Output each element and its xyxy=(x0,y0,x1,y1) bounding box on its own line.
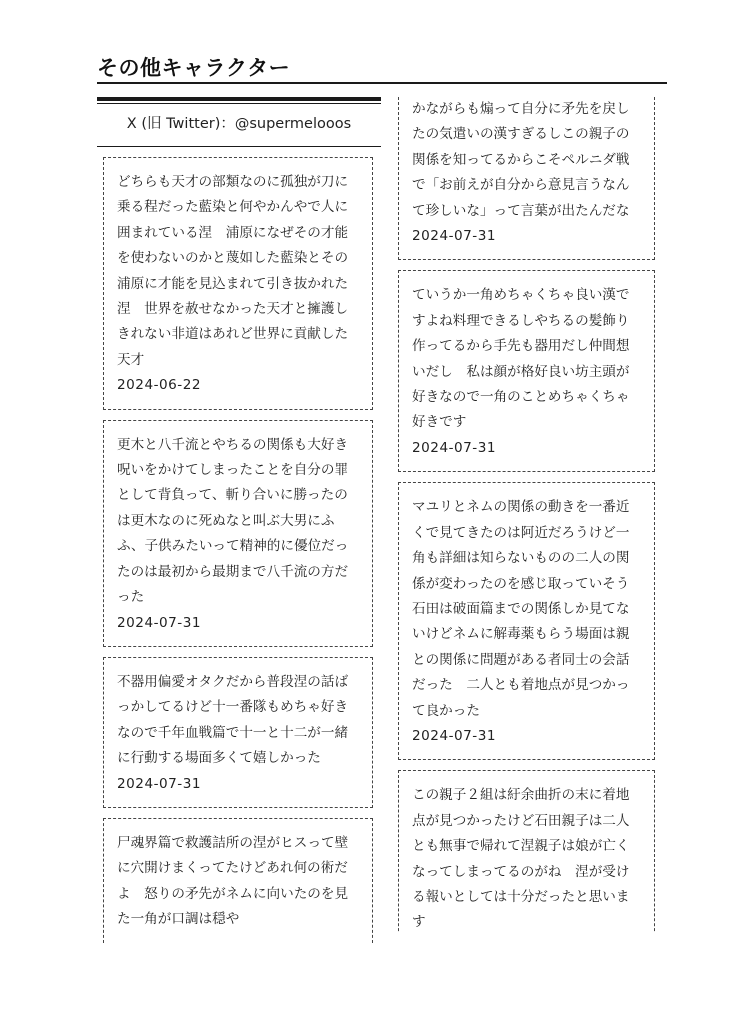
post-card xyxy=(103,157,373,410)
post-text: ていうか一角めちゃくちゃ良い漢ですよね料理できるしやちるの髪飾り作ってるから手先も器用だし仲間想いだし 私は顔が格好良い坊主頭が好きなので一角のことめちゃくちゃ好きです xyxy=(412,287,630,431)
post-text: どちらも天才の部類なのに孤独が刀に乗る程だった藍染と何やかんやで人に囲まれている涅 浦原になぜその才能を使わないのかと蔑如した藍染とその浦原に才能を見込まれて引き抜かれた涅 世界を赦せなかった天才と擁護しきれない非道はあれど世界に貢献した天才 xyxy=(117,174,349,368)
left-column-viewport xyxy=(97,97,381,953)
right-column-viewport xyxy=(392,97,663,933)
post-date: 2024-07-31 xyxy=(117,614,202,631)
post-date: 2024-07-31 xyxy=(412,439,497,456)
post-text: 尸魂界篇で救護詰所の涅がヒスって壁に穴開けまくってたけどあれ何の術だよ 怒りの矛先がネムに向いたのを見た一角が口調は穏や xyxy=(117,834,349,928)
post-card-continued xyxy=(398,770,655,933)
post-card xyxy=(103,420,373,647)
post-card-continuation xyxy=(398,97,655,260)
handle-banner xyxy=(97,97,381,147)
handle-rule-thick xyxy=(97,97,381,101)
post-card xyxy=(398,482,655,760)
title-divider xyxy=(97,82,667,84)
handle-rule-thin xyxy=(97,103,381,104)
post-card xyxy=(103,657,373,808)
post-text: この親子２組は紆余曲折の末に着地点が見つかったけど石田親子は二人とも無事で帰れて涅親子は娘が亡くなってしまってるのがね 涅が受ける報いとしては十分だったと思います xyxy=(412,787,630,931)
post-text: 更木と八千流とやちるの関係も大好き 呪いをかけてしまったことを自分の罪として背負って、斬り合いに勝ったのは更木なのに死ぬなと叫ぶ大男にふふ、子供みたいって精神的に優位だったのは最初から最期まで八千流の方だった xyxy=(117,436,362,606)
post-date: 2024-06-22 xyxy=(117,377,202,394)
post-date: 2024-07-31 xyxy=(412,727,497,744)
post-text: 不器用偏愛オタクだから普段涅の話ばっかしてるけど十一番隊もめちゃ好きなので千年血戦篇で十一と十二が一緒に行動する場面多くて嬉しかった xyxy=(117,673,349,767)
post-card xyxy=(398,270,655,472)
post-card-continued xyxy=(103,818,373,943)
post-text: マユリとネムの関係の動きを一番近くで見てきたのは阿近だろうけど一角も詳細は知らないものの二人の関係が変わったのを感じ取っていそう 石田は破面篇までの関係しか見てないけどネムに解毒薬もらう場面は親との関係に問題がある者同士の会話だった 二人とも着地点が見つかって良かった xyxy=(412,499,643,719)
post-date: 2024-07-31 xyxy=(117,775,202,792)
post-text: かながらも煽って自分に矛先を戻したの気遣いの漢すぎるしこの親子の関係を知ってるからこそペルニダ戦で「お前えが自分から意見言うなんて珍しいな」って言葉が出たんだな xyxy=(412,101,630,219)
handle-rule-bottom xyxy=(97,146,381,147)
page-title: その他キャラクター xyxy=(97,56,291,80)
post-date: 2024-07-31 xyxy=(412,228,497,245)
x-handle: X (旧 Twitter)：@supermelooos xyxy=(126,116,352,132)
